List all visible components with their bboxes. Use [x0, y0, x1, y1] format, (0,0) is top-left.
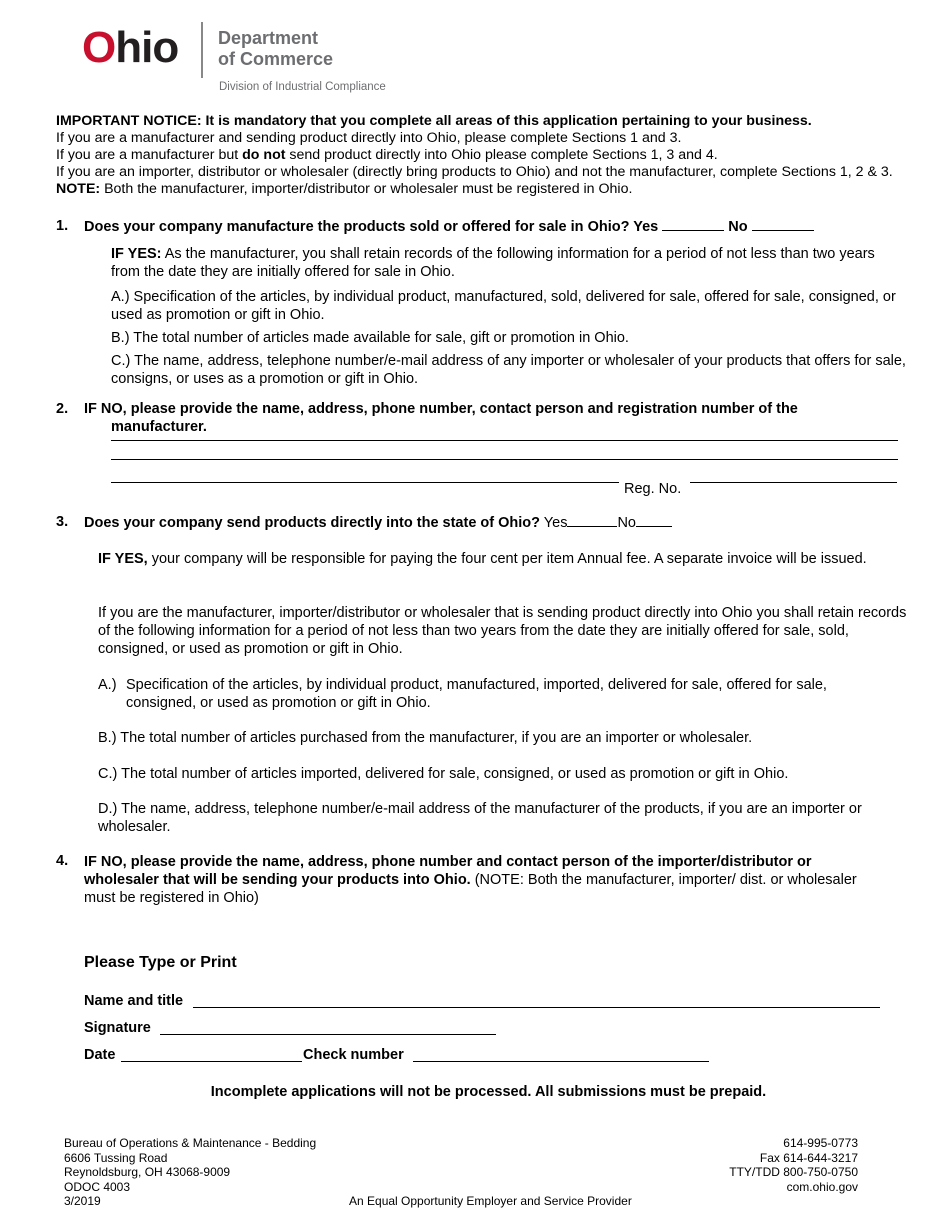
footer-tty: TTY/TDD 800-750-0750 — [729, 1165, 858, 1179]
section1-number: 1. — [56, 218, 69, 234]
footer-equal-opportunity: An Equal Opportunity Employer and Service Provider — [349, 1194, 632, 1208]
notice-note — [56, 181, 936, 198]
section1-yes-field[interactable] — [662, 218, 724, 231]
section3-ifyes-text: your company will be responsible for paying the four cent per item Annual fee. A separate invoice will be issued. — [147, 551, 867, 567]
dept-line2: of Commerce — [218, 49, 334, 69]
notice-title: IMPORTANT NOTICE: It is mandatory that you complete all areas of this application pertaining to your business. — [56, 113, 812, 129]
section3-question — [84, 514, 672, 531]
section2-line-3[interactable] — [111, 482, 619, 483]
footer-fax: Fax 614-644-3217 — [759, 1150, 858, 1165]
section1-ifyes-text: As the manufacturer, you shall retain records of the following information for a period of not less than two years from the date they are initially offered for sale in Ohio. — [111, 246, 875, 280]
section3-yes-label: Yes — [543, 515, 568, 531]
notice-line3: If you are an importer, distributor or wholesaler (directly bring products to Ohio) and not the manufacturer, complete Sections 1, 2 & 3. — [56, 164, 893, 180]
footer-bureau: Bureau of Operations & Maintenance - Bedding — [64, 1136, 317, 1150]
section1-item-a: A.) Specification of the articles, by individual product, manufactured, sold, delivered for sale, offered for sale, consigned, or used as promotion or gift in Ohio. — [111, 289, 896, 323]
important-notice — [56, 113, 936, 198]
section2-no-label: NO — [100, 401, 123, 417]
section1-question-text: Does your company manufacture the products sold or offered for sale in Ohio? — [84, 219, 630, 235]
division-name: Division of Industrial Compliance — [219, 81, 386, 93]
notice-line2-a: If you are a manufacturer but — [56, 147, 243, 163]
reg-no-field[interactable] — [690, 482, 897, 483]
section2-number: 2. — [56, 401, 69, 417]
footer-city: Reynoldsburg, OH 43068-9009 — [64, 1165, 231, 1179]
section3-item-d: D.) The name, address, telephone number/e-mail address of the manufacturer of the products, if you are an importer or wholesaler. — [98, 801, 862, 835]
footer-website[interactable]: com.ohio.gov — [786, 1179, 858, 1194]
ohio-logo: Ohio — [82, 23, 179, 72]
section1-item-c: C.) The name, address, telephone number/e-mail address of any importer or wholesaler of your products that offers for sale, consigns, or uses as a promotion or gift in Ohio. — [111, 353, 906, 387]
section1-question — [84, 218, 814, 235]
section1-item-b: B.) The total number of articles made available for sale, gift or promotion in Ohio. — [111, 330, 629, 346]
name-title-field[interactable] — [193, 1007, 880, 1008]
notice-line2-b: do not — [242, 147, 286, 163]
section3-item-a-text: Specification of the articles, by individual product, manufactured, imported, delivered for sale, offered for sale, consigned, or used as promotion or gift in Ohio. — [126, 677, 827, 711]
note-label: NOTE: — [56, 181, 101, 197]
footer-date: 3/2019 — [64, 1194, 101, 1208]
notice-line1: If you are a manufacturer and sending product directly into Ohio, please complete Sections 1 and 3. — [56, 130, 682, 146]
section3-number: 3. — [56, 514, 69, 530]
section2-line-2[interactable] — [111, 459, 898, 460]
section3-yes-field[interactable] — [567, 514, 617, 527]
reg-no-label: Reg. No. — [624, 481, 682, 497]
footer-phone: 614-995-0773 — [783, 1136, 858, 1150]
section1-ifyes — [111, 245, 901, 281]
section1-ifyes-label: IF YES: — [111, 246, 162, 262]
section3-no-field[interactable] — [636, 514, 672, 527]
section1-yes-label: Yes — [633, 219, 659, 235]
section4-question-note: (NOTE: Both the manufacturer, importer/ dist. or wholesaler must be registered in Ohio) — [84, 872, 857, 906]
date-label: Date — [84, 1047, 116, 1063]
notice-line2-c: send product directly into Ohio please complete Sections 1, 3 and 4. — [285, 147, 718, 163]
department-name — [218, 28, 333, 70]
section2-question-line2: manufacturer. — [111, 419, 207, 435]
section3-item-a-label: A.) — [98, 677, 117, 693]
section4-question — [84, 853, 884, 907]
footer-contact — [729, 1136, 858, 1194]
logo-divider — [201, 22, 203, 78]
section1-no-label: No — [728, 219, 748, 235]
section4-number: 4. — [56, 853, 69, 869]
section3-para: If you are the manufacturer, importer/distributor or wholesaler that is sending product directly into Ohio you shall retain records of the following information for a period of not less than two years from the date they are initially offered for sale, sold, consigned, or used as promotion or gift in Ohio. — [98, 605, 907, 657]
notice-line2 — [56, 147, 936, 164]
footer-form-id: ODOC 4003 — [64, 1179, 131, 1194]
section3-question-text: Does your company send products directly into the state of Ohio? — [84, 515, 541, 531]
check-number-label: Check number — [303, 1047, 404, 1063]
section3-item-b: B.) The total number of articles purchased from the manufacturer, if you are an importer or wholesaler. — [98, 730, 753, 746]
section3-item-a — [98, 676, 888, 712]
signature-field[interactable] — [160, 1034, 496, 1035]
check-number-field[interactable] — [413, 1061, 709, 1062]
signature-label: Signature — [84, 1020, 151, 1036]
section4-question-bold: IF NO, please provide the name, address, phone number and contact person of the importer/distributor or wholesaler that will be sending your products into Ohio. — [84, 854, 812, 888]
section2-line-1[interactable] — [111, 440, 898, 441]
note-text: Both the manufacturer, importer/distributor or wholesaler must be registered in Ohio. — [100, 181, 633, 197]
section3-no-label: No — [617, 515, 636, 531]
incomplete-warning: Incomplete applications will not be processed. All submissions must be prepaid. — [210, 1084, 767, 1100]
footer-address — [64, 1136, 316, 1209]
name-title-label: Name and title — [84, 993, 184, 1009]
dept-line1: Department — [218, 28, 319, 48]
section3-ifyes-label: IF YES, — [98, 551, 148, 567]
ohio-logo-rest: hio — [115, 23, 179, 72]
section2-question-text: , please provide the name, address, phone number, contact person and registration number of the — [122, 401, 798, 417]
section3-item-c: C.) The total number of articles imported, delivered for sale, consigned, or used as promotion or gift in Ohio. — [98, 766, 789, 782]
footer-street: 6606 Tussing Road — [64, 1150, 168, 1165]
section2-if-label: IF — [84, 401, 101, 417]
section1-no-field[interactable] — [752, 218, 814, 231]
section2-question — [84, 401, 798, 417]
signature-heading: Please Type or Print — [84, 954, 237, 971]
section3-ifyes — [98, 550, 903, 568]
date-field[interactable] — [121, 1061, 302, 1062]
